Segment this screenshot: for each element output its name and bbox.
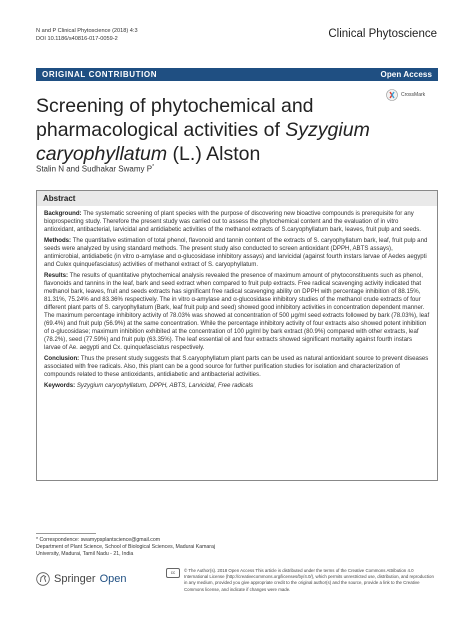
springer-open-logo — [36, 572, 127, 586]
abstract-methods — [44, 237, 430, 269]
methods-text: The quantitative estimation of total phenol, flavonoid and tannin content of the extracts of S. caryophyllatum bark, leaf, fruit pulp and seeds were analyzed by using standard methods. The present study also conducted to screen antioxidant (DPPH, ABTS assays), antimicrobial, antidiabetic (in vitro α-amylase and α-glucosidase inhibitory assays) and larvicidal (against fourth instars larvae of Aedes aegypti and Culex quinquefasciatus) activities of methanol extract of S. caryophyllatum. — [44, 237, 428, 268]
abstract-conclusion — [44, 355, 430, 379]
keywords-text: Syzygium caryophyllatum, DPPH, ABTS, Larvicidal, Free radicals — [76, 382, 254, 389]
title-part-1: Screening of phytochemical and pharmacological activities of — [36, 95, 314, 141]
doi[interactable]: DOI 10.1186/s40816-017-0059-2 — [36, 36, 118, 42]
abstract-box — [36, 190, 438, 481]
creative-commons-icon: cc — [166, 568, 180, 578]
abstract-body — [37, 206, 437, 390]
article-type-banner — [36, 68, 438, 81]
conclusion-label: Conclusion: — [44, 355, 80, 362]
running-header — [36, 27, 138, 43]
license-text: © The Author(s). 2018 Open Access This article is distributed under the terms of the Creative Commons Attribution 4.0 International License (http://creativecommons.org/licenses/by/4.0/), which permits unrestricted use, distribution, and reproduction in any medium, provided you give appropriate credit to the original author(s) and the source, provide a link to the Creative Commons license, and indicate if changes were made. — [184, 568, 434, 592]
results-text: The results of quantitative phytochemical analysis revealed the presence of maximum amount of phytoconstituents such as phenol, flavonoids and tannins in the leaf, bark and seed extract when compared to fruit pulp extracts. Free radical scavenging activity indicated that methanol bark, leaves, fruit and seeds extracts has significant free radical scavenging ability on DPPH with percentage inhibition of 88.15%, 81.31%, 75.24% and 83.36% respectively. The in vitro α-amylase and α-glucosidase inhibitory studies of the methanol crude extracts of four different plant parts of S. caryophyllatum (Bark, leaf fruit pulp and seed) showed good inhibitory activities in concentration dependent manner. The maximum percentage inhibitory activity of 78.03% was showed at concentration of 500 μg/ml seed extracts followed by bark (78.03%), leaf (69.4%) and fruit pulp (56.9%) at the same concentration. While the percentage inhibitory activity of four extracts also showed potent inhibition of α-glucosidase; maximum inhibition exhibited at the concentration of 100 μg/ml by bark extract (80.9%) compared with other extracts, leaf (78.2%), seed (77.59%) and fruit pulp (63.35%). The leaf essential oil and four extracts showed significant mortality against fourth instars larvae of Ae. aegypti and Cx. quinquefasciatus respectively. — [44, 272, 430, 351]
journal-name: Clinical Phytoscience — [328, 28, 437, 40]
author-names: Stalin N and Sudhakar Swamy P — [36, 164, 153, 174]
correspondence-footnote — [36, 537, 236, 558]
background-label: Background: — [44, 210, 82, 217]
keywords-label: Keywords: — [44, 382, 76, 389]
springer-horse-icon — [36, 572, 50, 586]
abstract-heading: Abstract — [37, 191, 437, 206]
publisher-name: Springer — [54, 573, 96, 585]
conclusion-text: Thus the present study suggests that S.caryophyllatum plant parts can be used as natural antioxidant source to prevent diseases associated with free radicals. Also, this plant can be a good source for further purification studies for isolation and characterization of compounds related to these antioxidants, antidiabetic and antibacterial activities. — [44, 355, 429, 378]
corresponding-mark[interactable]: * — [152, 164, 155, 170]
article-type: ORIGINAL CONTRIBUTION — [42, 70, 158, 79]
article-title — [36, 94, 376, 166]
crossmark-label: CrossMark — [401, 92, 426, 98]
author-affiliation: Department of Plant Science, School of Biological Sciences, Madurai Kamaraj University, Madurai, Tamil Nadu - 21, India — [36, 544, 216, 557]
footnote-divider — [36, 533, 96, 534]
journal-reference: N and P Clinical Phytoscience (2018) 4:3 — [36, 28, 138, 34]
crossmark-icon — [386, 89, 398, 101]
results-label: Results: — [44, 272, 69, 279]
background-text: The systematic screening of plant species with the purpose of discovering new bioactive compounds is prerequisite for any bioprospecting study. Therefore the present study was carried out to assess the phytochemical content and the evaluation of in vitro antioxidant, antibacterial, larvicidal and antidiabetic activities of the methanol extracts of S.caryophyllatum bark, leaves, fruit pulp and seeds. — [44, 210, 422, 233]
abstract-background — [44, 210, 430, 234]
correspondence-email[interactable]: * Correspondence: swamypsplantscience@gmail.com — [36, 537, 161, 543]
title-species: Syzygium caryophyllatum — [36, 119, 370, 165]
author-list — [36, 164, 154, 174]
methods-label: Methods: — [44, 237, 72, 244]
license-notice — [166, 568, 438, 593]
abstract-keywords — [44, 382, 430, 390]
crossmark-badge[interactable] — [386, 88, 438, 102]
title-part-2: (L.) Alston — [167, 143, 261, 165]
open-access-label: Open Access — [380, 70, 432, 79]
abstract-results — [44, 272, 430, 352]
publisher-open: Open — [99, 573, 127, 585]
